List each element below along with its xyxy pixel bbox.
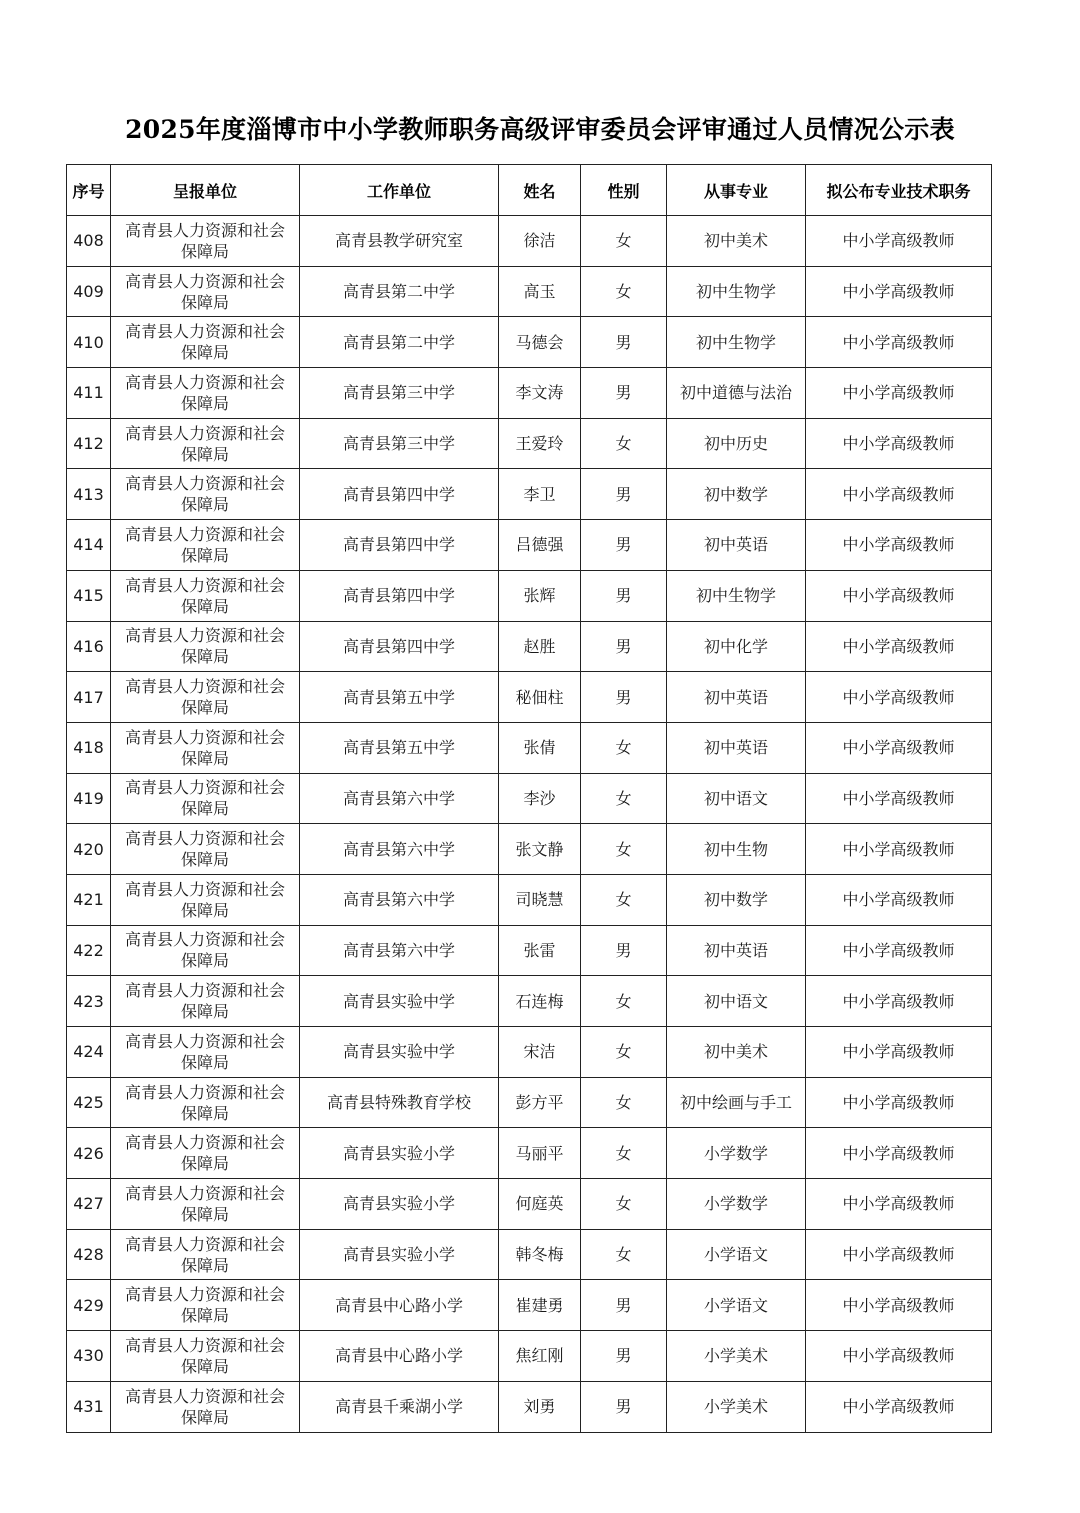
cell-seq: 410 [67,317,111,368]
cell-work-unit: 高青县中心路小学 [300,1331,499,1382]
cell-work-unit: 高青县第四中学 [300,520,499,571]
reporting-unit-line2: 保障局 [180,1356,229,1376]
cell-reporting-unit [111,266,300,317]
cell-reporting-unit [111,1331,300,1382]
cell-position: 中小学高级教师 [806,418,992,469]
cell-seq: 423 [67,976,111,1027]
table-row [67,874,992,925]
cell-specialty: 小学美术 [667,1381,806,1432]
cell-reporting-unit [111,1179,300,1230]
cell-position: 中小学高级教师 [806,520,992,571]
cell-name: 彭方平 [499,1077,581,1128]
cell-gender: 女 [581,1179,667,1230]
cell-gender: 男 [581,925,667,976]
cell-specialty: 小学美术 [667,1331,806,1382]
cell-reporting-unit [111,773,300,824]
reporting-unit-line2: 保障局 [180,1103,229,1123]
cell-work-unit: 高青县第五中学 [300,722,499,773]
table-row [67,1077,992,1128]
table-row [67,317,992,368]
cell-seq: 409 [67,266,111,317]
cell-gender: 男 [581,1331,667,1382]
reporting-unit-line1: 高青县人力资源和社会 [124,1031,285,1051]
cell-gender: 男 [581,1381,667,1432]
cell-seq: 425 [67,1077,111,1128]
cell-gender: 女 [581,722,667,773]
cell-reporting-unit [111,1027,300,1078]
page-title: 2025年度淄博市中小学教师职务高级评审委员会评审通过人员情况公示表 [125,115,955,144]
reporting-unit-line1: 高青县人力资源和社会 [124,829,285,849]
cell-specialty: 初中数学 [667,469,806,520]
cell-name: 李文涛 [499,368,581,419]
cell-gender: 男 [581,368,667,419]
cell-reporting-unit [111,368,300,419]
cell-position: 中小学高级教师 [806,773,992,824]
table-row [67,925,992,976]
cell-gender: 女 [581,1027,667,1078]
cell-gender: 女 [581,1077,667,1128]
cell-work-unit: 高青县第六中学 [300,773,499,824]
cell-seq: 417 [67,672,111,723]
cell-name: 司晓慧 [499,874,581,925]
cell-seq: 413 [67,469,111,520]
cell-specialty: 初中生物学 [667,570,806,621]
cell-work-unit: 高青县第四中学 [300,621,499,672]
cell-reporting-unit [111,1229,300,1280]
reporting-unit-line2: 保障局 [180,1154,229,1174]
cell-reporting-unit [111,520,300,571]
cell-reporting-unit [111,570,300,621]
cell-reporting-unit [111,976,300,1027]
cell-name: 马丽平 [499,1128,581,1179]
cell-specialty: 初中英语 [667,925,806,976]
cell-work-unit: 高青县第三中学 [300,418,499,469]
cell-gender: 女 [581,1128,667,1179]
cell-work-unit: 高青县实验中学 [300,976,499,1027]
cell-seq: 427 [67,1179,111,1230]
header-work-unit: 工作单位 [300,165,499,216]
cell-specialty: 初中生物学 [667,317,806,368]
reporting-unit-line1: 高青县人力资源和社会 [124,575,285,595]
cell-reporting-unit [111,1280,300,1331]
cell-name: 宋洁 [499,1027,581,1078]
table-row [67,520,992,571]
cell-gender: 男 [581,1280,667,1331]
cell-name: 石连梅 [499,976,581,1027]
cell-gender: 男 [581,317,667,368]
cell-seq: 426 [67,1128,111,1179]
cell-reporting-unit [111,672,300,723]
reporting-unit-line2: 保障局 [180,1002,229,1022]
reporting-unit-line1: 高青县人力资源和社会 [124,677,285,697]
table-row [67,1027,992,1078]
reporting-unit-line2: 保障局 [180,748,229,768]
cell-position: 中小学高级教师 [806,672,992,723]
table-row [67,469,992,520]
cell-gender: 女 [581,824,667,875]
table-row [67,570,992,621]
table-row [67,216,992,267]
cell-position: 中小学高级教师 [806,266,992,317]
cell-gender: 女 [581,874,667,925]
reporting-unit-line2: 保障局 [180,900,229,920]
cell-work-unit: 高青县第四中学 [300,469,499,520]
cell-name: 李卫 [499,469,581,520]
cell-seq: 431 [67,1381,111,1432]
cell-specialty: 初中语文 [667,773,806,824]
reporting-unit-line1: 高青县人力资源和社会 [124,930,285,950]
cell-specialty: 初中化学 [667,621,806,672]
cell-position: 中小学高级教师 [806,874,992,925]
reporting-unit-line2: 保障局 [180,393,229,413]
cell-work-unit: 高青县实验中学 [300,1027,499,1078]
reporting-unit-line2: 保障局 [180,1052,229,1072]
cell-work-unit: 高青县千乘湖小学 [300,1381,499,1432]
cell-gender: 男 [581,570,667,621]
cell-name: 赵胜 [499,621,581,672]
cell-name: 吕德强 [499,520,581,571]
cell-specialty: 初中美术 [667,216,806,267]
reporting-unit-line2: 保障局 [180,545,229,565]
reporting-unit-line2: 保障局 [180,495,229,515]
roster-table [66,164,992,1433]
table-row [67,722,992,773]
cell-seq: 416 [67,621,111,672]
header-specialty: 从事专业 [667,165,806,216]
cell-gender: 女 [581,1229,667,1280]
cell-work-unit: 高青县实验小学 [300,1179,499,1230]
cell-name: 张文静 [499,824,581,875]
cell-work-unit: 高青县第四中学 [300,570,499,621]
table-row [67,1280,992,1331]
reporting-unit-line2: 保障局 [180,1306,229,1326]
cell-reporting-unit [111,1381,300,1432]
header-row [67,165,992,216]
cell-specialty: 小学数学 [667,1128,806,1179]
cell-reporting-unit [111,469,300,520]
table-row [67,824,992,875]
reporting-unit-line1: 高青县人力资源和社会 [124,981,285,1001]
cell-seq: 411 [67,368,111,419]
cell-specialty: 初中历史 [667,418,806,469]
cell-seq: 419 [67,773,111,824]
cell-gender: 女 [581,418,667,469]
cell-gender: 男 [581,621,667,672]
table-row [67,266,992,317]
cell-specialty: 初中生物学 [667,266,806,317]
header-position: 拟公布专业技术职务 [806,165,992,216]
cell-work-unit: 高青县第六中学 [300,824,499,875]
cell-work-unit: 高青县中心路小学 [300,1280,499,1331]
cell-gender: 男 [581,672,667,723]
table-row [67,1331,992,1382]
header-name: 姓名 [499,165,581,216]
cell-reporting-unit [111,1128,300,1179]
cell-name: 崔建勇 [499,1280,581,1331]
cell-name: 王爱玲 [499,418,581,469]
cell-position: 中小学高级教师 [806,824,992,875]
cell-position: 中小学高级教师 [806,317,992,368]
table-row [67,976,992,1027]
reporting-unit-line1: 高青县人力资源和社会 [124,1285,285,1305]
reporting-unit-line2: 保障局 [180,799,229,819]
cell-name: 何庭英 [499,1179,581,1230]
cell-gender: 男 [581,469,667,520]
cell-position: 中小学高级教师 [806,976,992,1027]
reporting-unit-line1: 高青县人力资源和社会 [124,423,285,443]
cell-specialty: 小学语文 [667,1229,806,1280]
cell-position: 中小学高级教师 [806,1381,992,1432]
reporting-unit-line2: 保障局 [180,698,229,718]
header-seq: 序号 [67,165,111,216]
reporting-unit-line2: 保障局 [180,850,229,870]
reporting-unit-line1: 高青县人力资源和社会 [124,474,285,494]
cell-reporting-unit [111,317,300,368]
cell-position: 中小学高级教师 [806,1128,992,1179]
cell-reporting-unit [111,874,300,925]
cell-reporting-unit [111,418,300,469]
cell-work-unit: 高青县实验小学 [300,1128,499,1179]
cell-position: 中小学高级教师 [806,216,992,267]
cell-specialty: 初中英语 [667,672,806,723]
cell-seq: 421 [67,874,111,925]
cell-name: 高玉 [499,266,581,317]
reporting-unit-line1: 高青县人力资源和社会 [124,271,285,291]
reporting-unit-line2: 保障局 [180,1255,229,1275]
cell-position: 中小学高级教师 [806,621,992,672]
cell-gender: 女 [581,266,667,317]
cell-position: 中小学高级教师 [806,368,992,419]
reporting-unit-line1: 高青县人力资源和社会 [124,778,285,798]
cell-reporting-unit [111,824,300,875]
cell-seq: 430 [67,1331,111,1382]
cell-name: 李沙 [499,773,581,824]
cell-gender: 男 [581,520,667,571]
cell-name: 刘勇 [499,1381,581,1432]
cell-position: 中小学高级教师 [806,469,992,520]
cell-work-unit: 高青县第六中学 [300,925,499,976]
table-row [67,1128,992,1179]
cell-seq: 414 [67,520,111,571]
cell-reporting-unit [111,925,300,976]
reporting-unit-line1: 高青县人力资源和社会 [124,1082,285,1102]
cell-seq: 408 [67,216,111,267]
cell-name: 张雷 [499,925,581,976]
cell-gender: 女 [581,216,667,267]
cell-seq: 418 [67,722,111,773]
cell-work-unit: 高青县实验小学 [300,1229,499,1280]
table-row [67,1229,992,1280]
reporting-unit-line1: 高青县人力资源和社会 [124,626,285,646]
cell-name: 张倩 [499,722,581,773]
cell-name: 韩冬梅 [499,1229,581,1280]
cell-gender: 女 [581,976,667,1027]
reporting-unit-line2: 保障局 [180,444,229,464]
cell-reporting-unit [111,1077,300,1128]
reporting-unit-line2: 保障局 [180,1407,229,1427]
cell-specialty: 初中绘画与手工 [667,1077,806,1128]
header-gender: 性别 [581,165,667,216]
reporting-unit-line1: 高青县人力资源和社会 [124,1183,285,1203]
header-reporting-unit: 呈报单位 [111,165,300,216]
cell-work-unit: 高青县第二中学 [300,266,499,317]
cell-position: 中小学高级教师 [806,1280,992,1331]
cell-name: 秘佃柱 [499,672,581,723]
reporting-unit-line1: 高青县人力资源和社会 [124,322,285,342]
cell-position: 中小学高级教师 [806,1229,992,1280]
cell-seq: 412 [67,418,111,469]
reporting-unit-line1: 高青县人力资源和社会 [124,1386,285,1406]
cell-work-unit: 高青县第三中学 [300,368,499,419]
table-row [67,621,992,672]
reporting-unit-line1: 高青县人力资源和社会 [124,879,285,899]
cell-reporting-unit [111,216,300,267]
cell-name: 马德会 [499,317,581,368]
cell-seq: 428 [67,1229,111,1280]
reporting-unit-line2: 保障局 [180,596,229,616]
table-row [67,1381,992,1432]
cell-seq: 422 [67,925,111,976]
cell-specialty: 初中道德与法治 [667,368,806,419]
reporting-unit-line1: 高青县人力资源和社会 [124,1234,285,1254]
cell-seq: 415 [67,570,111,621]
reporting-unit-line1: 高青县人力资源和社会 [124,524,285,544]
cell-name: 徐洁 [499,216,581,267]
table-row [67,672,992,723]
cell-reporting-unit [111,621,300,672]
cell-specialty: 初中语文 [667,976,806,1027]
reporting-unit-line1: 高青县人力资源和社会 [124,727,285,747]
cell-position: 中小学高级教师 [806,570,992,621]
reporting-unit-line2: 保障局 [180,1204,229,1224]
cell-work-unit: 高青县特殊教育学校 [300,1077,499,1128]
cell-seq: 420 [67,824,111,875]
cell-specialty: 小学语文 [667,1280,806,1331]
cell-seq: 424 [67,1027,111,1078]
reporting-unit-line1: 高青县人力资源和社会 [124,372,285,392]
table-row [67,773,992,824]
cell-work-unit: 高青县第五中学 [300,672,499,723]
cell-position: 中小学高级教师 [806,1077,992,1128]
reporting-unit-line2: 保障局 [180,951,229,971]
cell-position: 中小学高级教师 [806,722,992,773]
table-row [67,368,992,419]
cell-position: 中小学高级教师 [806,1027,992,1078]
roster-body [67,216,992,1433]
cell-name: 焦红刚 [499,1331,581,1382]
cell-specialty: 初中英语 [667,722,806,773]
cell-specialty: 初中数学 [667,874,806,925]
cell-specialty: 小学数学 [667,1179,806,1230]
cell-position: 中小学高级教师 [806,1179,992,1230]
reporting-unit-line1: 高青县人力资源和社会 [124,220,285,240]
reporting-unit-line1: 高青县人力资源和社会 [124,1335,285,1355]
cell-reporting-unit [111,722,300,773]
cell-specialty: 初中英语 [667,520,806,571]
cell-position: 中小学高级教师 [806,925,992,976]
reporting-unit-line2: 保障局 [180,292,229,312]
reporting-unit-line1: 高青县人力资源和社会 [124,1133,285,1153]
reporting-unit-line2: 保障局 [180,343,229,363]
cell-name: 张辉 [499,570,581,621]
cell-work-unit: 高青县第二中学 [300,317,499,368]
cell-seq: 429 [67,1280,111,1331]
table-row [67,1179,992,1230]
reporting-unit-line2: 保障局 [180,647,229,667]
cell-gender: 女 [581,773,667,824]
cell-specialty: 初中美术 [667,1027,806,1078]
table-row [67,418,992,469]
cell-position: 中小学高级教师 [806,1331,992,1382]
cell-specialty: 初中生物 [667,824,806,875]
cell-work-unit: 高青县教学研究室 [300,216,499,267]
cell-work-unit: 高青县第六中学 [300,874,499,925]
reporting-unit-line2: 保障局 [180,241,229,261]
